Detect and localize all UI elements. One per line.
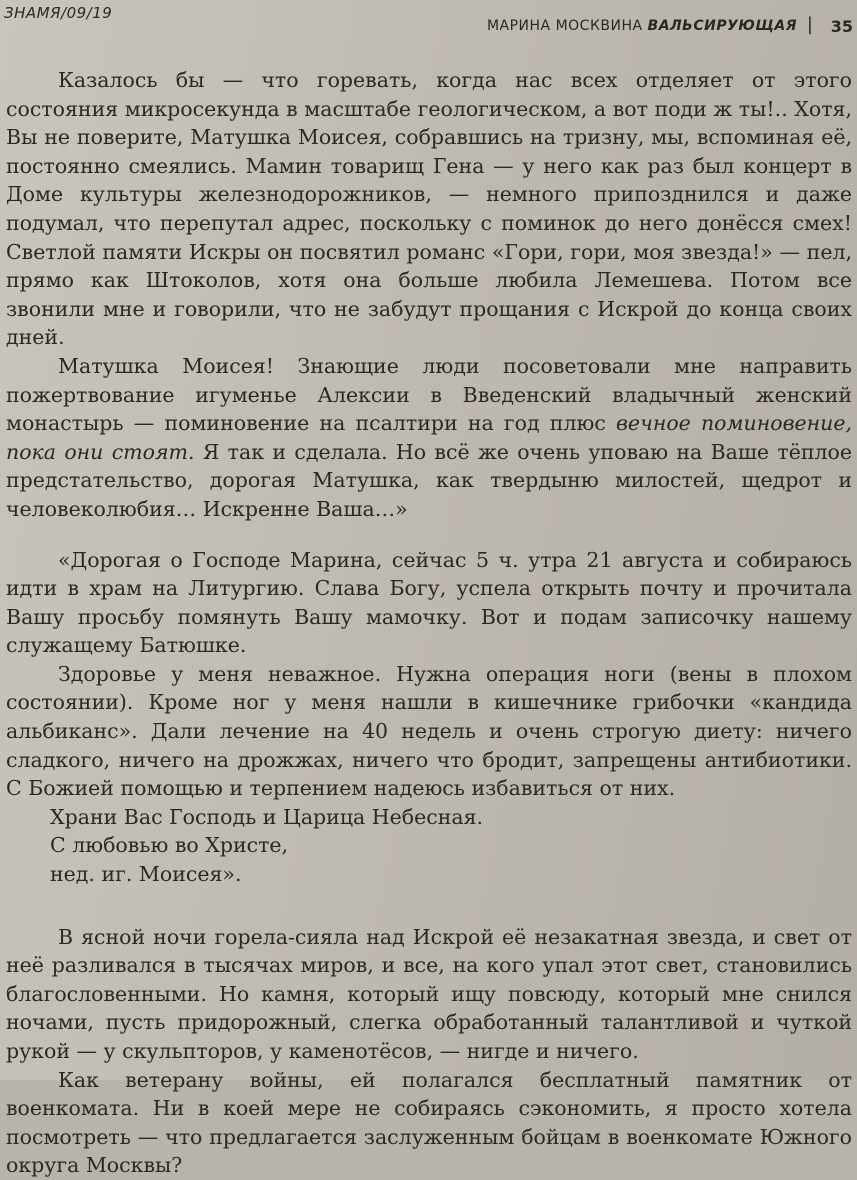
- paragraph-text: Я так и сделала. Но всё же очень уповаю на Ваше тёплое предстательство, дорогая Матушка, как твердыню милостей, щедрот и человеколюбия… Искренне Ваша…»: [6, 439, 852, 521]
- paragraph: Как ветерану войны, ей полагался бесплатный памятник от военкомата. Ни в коей мере не собираясь сэкономить, я просто хотела посмотреть — что предлагается заслуженным бойцам в военкомате Южного округа Москвы?: [6, 1067, 852, 1178]
- paragraph: Казалось бы — что горевать, когда нас всех отделяет от этого состояния микросекунда в масштабе геологическом, а вот поди ж ты!.. Хотя, Вы не поверите, Матушка Моисея, собравшись на тризну, мы, вспоминая её, постоянно смеялись. Мамин товарищ Гена — у него как раз был концерт в Доме культуры железнодорожников, — немного припозднился и даже подумал, что перепутал адрес, поскольку с поминок до него донёсся смех! Светлой памяти Искры он посвятил романс «Гори, гори, моя звезда!» — пел, прямо как Штоколов, хотя она больше любила Лемешева. Потом все звонили мне и говорили, что не забудут прощания с Искрой до конца своих дней.: [6, 68, 852, 350]
- running-title: [487, 18, 797, 34]
- body-text: [6, 66, 852, 1180]
- paragraph: Здоровье у меня неважное. Нужна операция ноги (вены в плохом состоянии). Кроме ног у меня нашли в кишечнике грибочки «кандида альбиканс». Дали лечение на 40 недель и очень строгую диету: ничего сладкого, ничего на дрожжах, ничего что бродит, запрещены антибиотики. С Божией помощью и терпением надеюсь избавиться от них.: [6, 661, 852, 801]
- header-separator: |: [806, 14, 813, 35]
- running-header: [0, 0, 857, 44]
- signature-line: С любовью во Христе,: [50, 833, 289, 858]
- signature-line: Храни Вас Господь и Царица Небесная.: [50, 804, 484, 829]
- work-title: ВАЛЬСИРУЮЩАЯ: [647, 18, 797, 34]
- paragraph: В ясной ночи горела-сияла над Искрой её незакатная звезда, и свет от неё разливался в тысячах миров, и все, на кого упал этот свет, становились благословенными. Но камня, который ищу повсюду, который мне снился ночами, пусть придорожный, слегка обработанный талантливой и чуткой рукой — у скульпторов, у каменотёсов, — нигде и ничего.: [6, 924, 852, 1063]
- paragraph: [6, 352, 852, 524]
- paragraph-text: Матушка Моисея! Знающие люди посоветовали мне направить пожертвование игуменье Алексии в Введенский владычный женский монастырь — поминовение на псалтири на год плюс: [6, 353, 852, 436]
- page-number: 35: [830, 17, 853, 36]
- signature-line: нед. иг. Моисея».: [50, 862, 242, 887]
- emphasis-text: вечное поминовение, пока они стоят.: [6, 411, 852, 464]
- author-name: МАРИНА МОСКВИНА: [486, 18, 643, 34]
- journal-issue: ЗНАМЯ/09/19: [4, 4, 113, 22]
- paragraph: «Дорогая о Господе Марина, сейчас 5 ч. утра 21 августа и собираюсь идти в храм на Литургию. Слава Богу, успела открыть почту и прочитала Вашу просьбу помянуть Вашу мамочку. Вот и подам записочку нашему служащему Батюшке.: [6, 547, 852, 658]
